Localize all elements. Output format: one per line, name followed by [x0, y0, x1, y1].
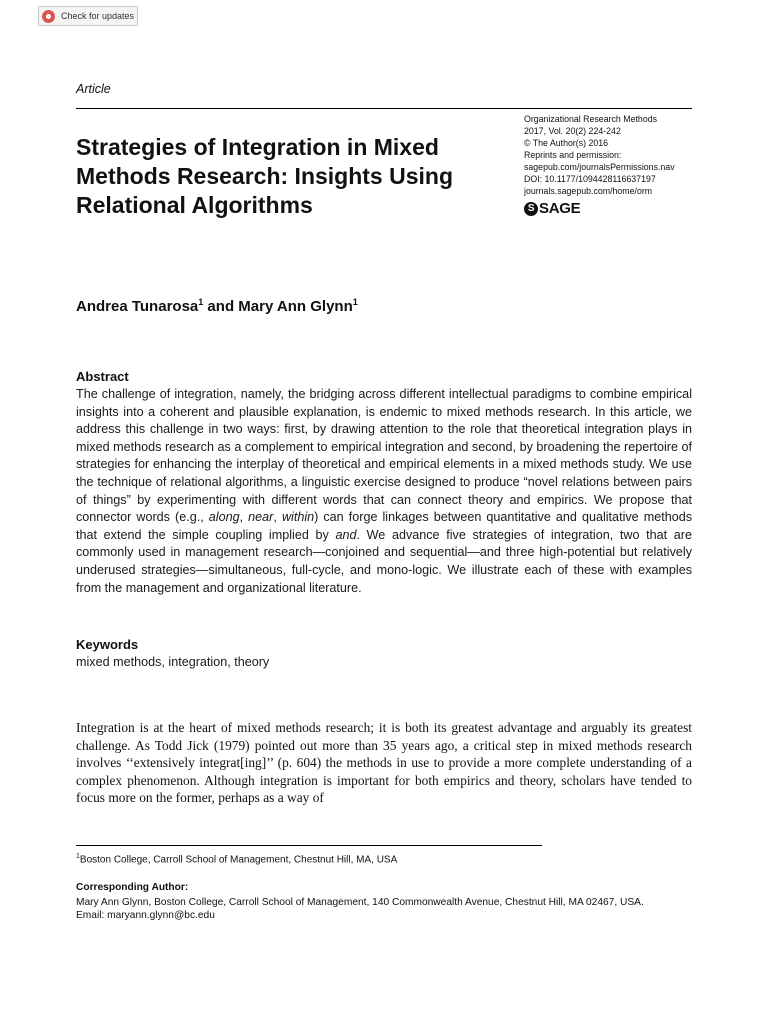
- copyright-line: © The Author(s) 2016: [524, 138, 609, 148]
- abstract-emphasis: along: [208, 510, 240, 525]
- corresponding-author-address: Mary Ann Glynn, Boston College, Carroll School of Management, 140 Commonwealth Avenue, Chestnut Hill, MA 02467, USA.: [76, 897, 644, 908]
- sage-wordmark: SAGE: [539, 200, 581, 217]
- affiliation-marker: 1: [198, 297, 204, 307]
- footnote-marker: 1: [76, 853, 80, 860]
- author-list: [76, 297, 358, 315]
- permissions-link[interactable]: sagepub.com/journalsPermissions.nav: [524, 162, 675, 172]
- reprints-label: Reprints and permission:: [524, 150, 622, 160]
- abstract-emphasis: and: [335, 527, 357, 542]
- author-joiner: and: [203, 298, 239, 315]
- email-link[interactable]: maryann.glynn@bc.edu: [107, 910, 215, 921]
- corresponding-author-details: [76, 896, 696, 922]
- header-rule: [76, 108, 692, 109]
- abstract-text: [76, 386, 692, 597]
- journal-home-link[interactable]: journals.sagepub.com/home/orm: [524, 186, 653, 196]
- affiliation-footnote: [76, 853, 397, 865]
- body-paragraph: Integration is at the heart of mixed methods research; it is both its greatest advantage and arguably its greatest challenge. As Todd Jick (1979) pointed out more than 35 years ago, a critical step in mixed methods research involves ‘‘extensively integrat[ing]’’ (p. 604) the methods in use to provide a more complete understanding of a complex phenomenon. Although integration is important for both empirics and theory, scholars have tended to focus more on the former, perhaps as a way of: [76, 720, 692, 806]
- keywords-list: mixed methods, integration, theory: [76, 655, 270, 669]
- abstract-text-part: . We advance five strategies of integration, two that are commonly used in management research—conjoined and sequential—and three high-potential but relatively underused strategies—simultaneous, full-cycle, and mono-logic. We illustrate each of these with examples from the management and organizational literature.: [76, 527, 692, 595]
- sage-logo: [524, 200, 580, 217]
- affiliation-marker: 1: [352, 297, 358, 307]
- check-for-updates-label: Check for updates: [61, 11, 135, 21]
- article-title: Strategies of Integration in Mixed Methods Research: Insights Using Relational Algorithms: [76, 134, 454, 218]
- journal-name: Organizational Research Methods: [524, 114, 658, 124]
- abstract-emphasis: near: [248, 510, 274, 525]
- author-name: Andrea Tunarosa: [76, 298, 199, 315]
- footnote-rule: [76, 845, 542, 846]
- article-type-label: Article: [76, 82, 111, 96]
- email-label: Email:: [76, 910, 108, 921]
- corresponding-author-email-line: [76, 909, 696, 922]
- crossmark-icon: [42, 10, 55, 23]
- abstract-separator: ,: [273, 510, 282, 525]
- abstract-heading: Abstract: [76, 369, 129, 384]
- check-for-updates-button[interactable]: [38, 6, 138, 26]
- sage-s-icon: S: [524, 202, 538, 216]
- corresponding-author-heading: Corresponding Author:: [76, 882, 189, 893]
- journal-info: [524, 113, 699, 197]
- abstract-separator: ,: [239, 510, 249, 525]
- abstract-emphasis: within: [281, 510, 315, 525]
- keywords-heading: Keywords: [76, 637, 139, 652]
- doi-link[interactable]: DOI: 10.1177/1094428116637197: [524, 174, 656, 184]
- abstract-text-part: The challenge of integration, namely, the bridging across different intellectual paradigms to combine empirical insights into a coherent and plausible explanation, is endemic to mixed methods research. In this article, we address this challenge in two ways: first, by drawing attention to the role that theoretical integration plays in mixed methods research as a complement to empirical integration and second, by broadening the repertoire of strategies for enhancing the interplay of theoretical and empirical elements in a mixed methods study. We use the technique of relational algorithms, a linguistic exercise designed to produce “novel relations between pairs of things” by experimenting with different words that can connect theory and empirics. We propose that connector words (e.g.,: [76, 387, 692, 525]
- abstract-text-part: ) can forge linkages between quantitative and qualitative methods that extend the simple coupling implied by: [76, 510, 693, 542]
- author-name: Mary Ann Glynn: [238, 298, 353, 315]
- journal-volume: 2017, Vol. 20(2) 224-242: [524, 126, 621, 136]
- footnote-text: Boston College, Carroll School of Management, Chestnut Hill, MA, USA: [79, 854, 398, 866]
